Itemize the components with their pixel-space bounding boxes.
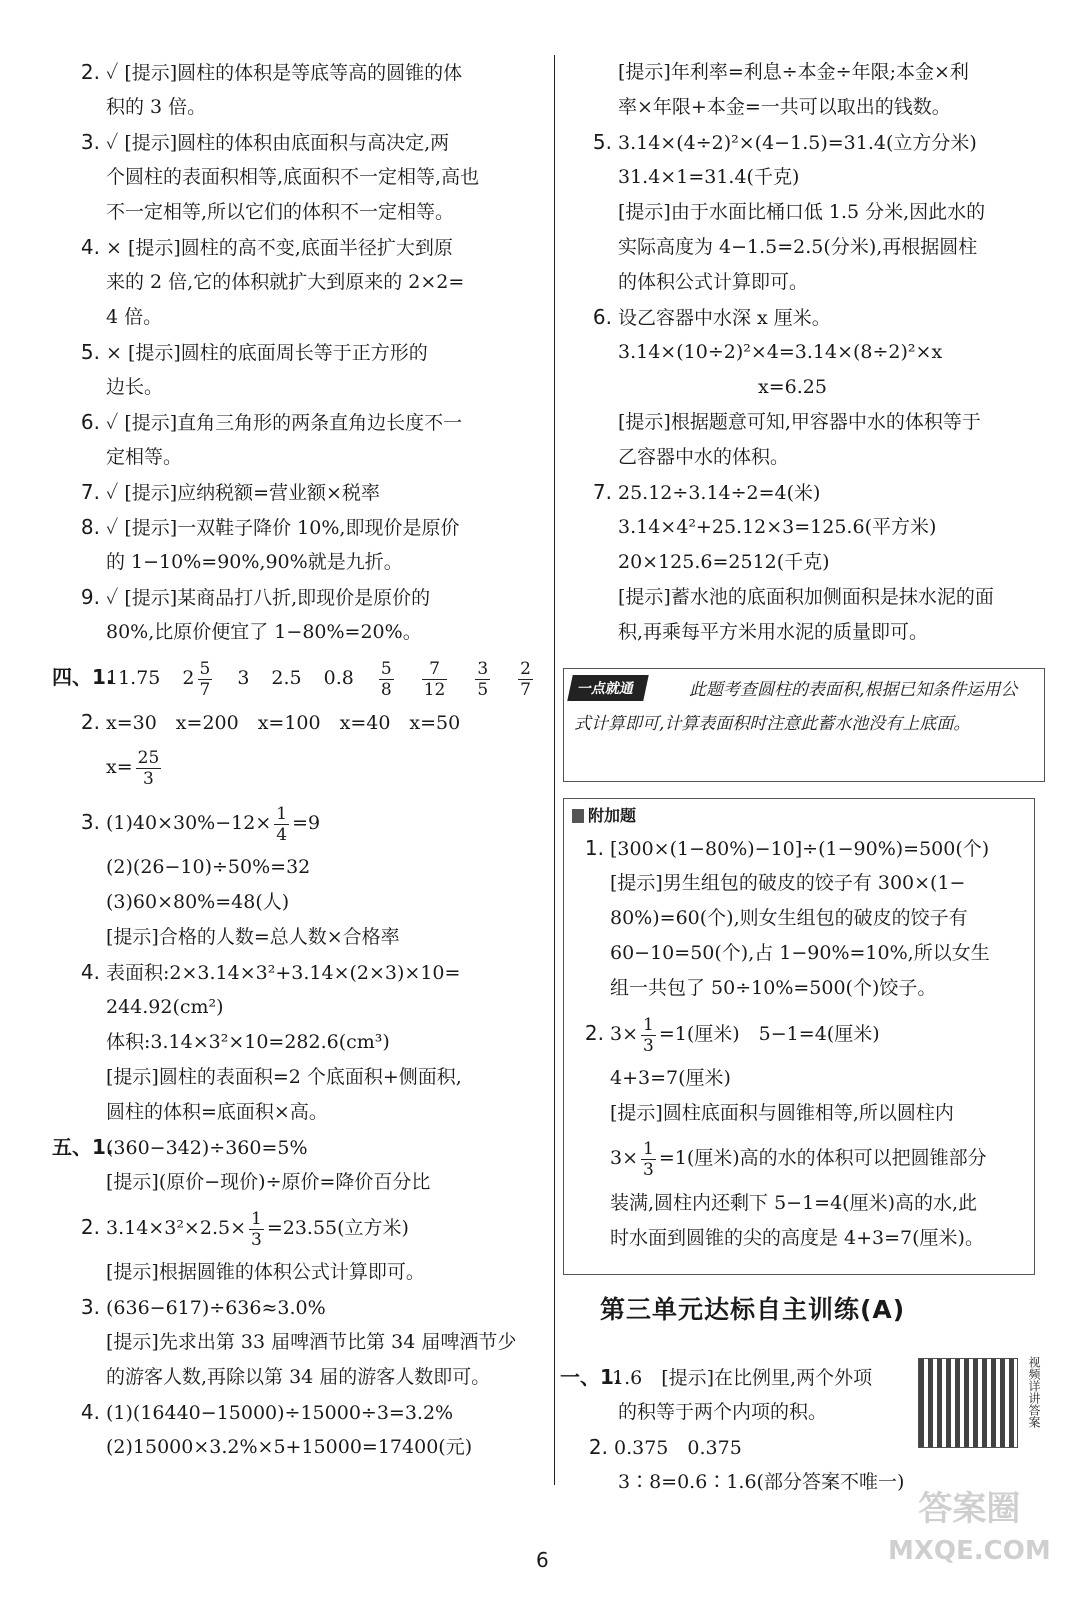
answer-text: [提示]年利率=利息÷本金÷年限;本金×利 [618,61,969,83]
extra-questions-box [563,798,1035,1275]
check-mark: ✓ [106,587,119,609]
answer-text: =1(厘米)高的水的体积可以把圆锥部分 [658,1147,987,1169]
answer-text: 圆柱的体积=底面积×高。 [106,1101,328,1123]
answer-value: 2 [182,667,195,689]
section-label: 四、1. [52,665,114,689]
item-number: 2. [584,1021,604,1045]
answer-text: =1(厘米) 5−1=4(厘米) [658,1023,880,1045]
answer-text: 组一共包了 50÷10%=500(个)饺子。 [610,977,937,999]
answer-text: 60−10=50(个),占 1−90%=10%,所以女生 [610,942,990,964]
answer-text: [提示]先求出第 33 届啤酒节比第 34 届啤酒节少 [106,1331,517,1353]
fraction: $\frac{1}{3}$ [251,1208,262,1250]
answer-text: 定相等。 [106,446,183,468]
answer-text: 率×年限+本金=一共可以取出的钱数。 [618,96,951,118]
answer-text: 3× [610,1147,639,1169]
fraction: $\frac{5}{8}$ [380,658,392,700]
answer-text: (3)60×80%=48(人) [106,891,290,913]
answer-text: [300×(1−80%)−10]÷(1−90%)=500(个) [610,838,990,860]
item-number: 3. [80,130,100,154]
answer-text: [提示](原价−现价)÷原价=降价百分比 [106,1171,431,1193]
answer-text: [提示]男生组包的破皮的饺子有 300×(1− [610,872,966,894]
answer-text: [提示]蓄水池的底面积加侧面积是抹水泥的面 [618,586,994,608]
answer-text: [提示]合格的人数=总人数×合格率 [106,926,400,948]
answer-text: [提示]圆柱底面积与圆锥相等,所以圆柱内 [610,1102,954,1124]
fraction: $\frac{1}{3}$ [643,1014,654,1056]
check-mark: ✓ [106,132,119,154]
answer-text: 边长。 [106,376,164,398]
answer-text: [提示]圆柱的体积由底面积与高决定,两 [124,132,450,154]
square-icon [572,809,584,823]
answer-text: 实际高度为 4−1.5=2.5(分米),再根据圆柱 [618,236,978,258]
answer-text: [提示]圆柱的表面积=2 个底面积+侧面积, [106,1066,462,1088]
answer-text: 31.4×1=31.4(千克) [618,166,800,188]
answer-text: [提示]直角三角形的两条直角边长度不一 [124,412,463,434]
tip-badge: 一点就通 [567,675,649,701]
answer-text: x= [106,756,133,778]
answer-value: 0.8 [323,667,354,689]
answer-text: 的 1−10%=90%,90%就是九折。 [106,551,403,573]
item-number: 4. [80,1400,100,1424]
right-column [572,55,1042,650]
answer-text: (2)(26−10)÷50%=32 [106,856,311,878]
answer-text: 的体积公式计算即可。 [618,271,809,293]
qr-code[interactable] [918,1358,1018,1448]
tip-box [563,668,1045,782]
item-number: 6. [592,305,612,329]
fraction: $\frac{5}{7}$ [199,658,211,700]
answer-text: 3.14×3²×2.5× [106,1217,246,1239]
item-number: 4. [80,235,100,259]
item-number: 3. [80,810,100,834]
answer-text: [提示]由于水面比桶口低 1.5 分米,因此水的 [618,201,986,223]
watermark: 答案圈 MXQE.COM [888,1489,1051,1566]
answer-text: 设乙容器中水深 x 厘米。 [618,307,831,329]
answer-text: 3.14×4²+25.12×3=125.6(平方米) [618,516,937,538]
item-number: 2. [80,60,100,84]
answer-text: [提示]圆柱的底面周长等于正方形的 [127,342,428,364]
answer-value: 11.75 [106,667,161,689]
answer-text: [提示]根据圆锥的体积公式计算即可。 [106,1261,425,1283]
check-mark: ✓ [106,517,119,539]
item-number: 9. [80,585,100,609]
answer-text: 体积:3.14×3²×10=282.6(cm³) [106,1031,390,1053]
fraction: $\frac{3}{5}$ [477,658,489,700]
answer-text: (636−617)÷636≈3.0% [106,1297,326,1319]
answer-text: 装满,圆柱内还剩下 5−1=4(厘米)高的水,此 [610,1192,978,1214]
item-number: 6. [80,410,100,434]
fraction: $\frac{7}{12}$ [423,658,446,700]
item-number: 3. [80,1295,100,1319]
check-mark: ✓ [106,412,119,434]
left-column [52,55,550,1465]
item-number: 2. [80,710,100,734]
answer-text: 0.375 0.375 [614,1437,742,1459]
answer-text: (1)(16440−15000)÷15000÷3=3.2% [106,1402,454,1424]
answer-text: (2)15000×3.2%×5+15000=17400(元) [106,1436,473,1458]
item-number: 7. [80,480,100,504]
answer-text: 积,再乘每平方米用水泥的质量即可。 [618,621,929,643]
item-number: 1. [584,836,604,860]
extra-title: 附加题 [572,803,636,826]
answer-text: 乙容器中水的体积。 [618,446,790,468]
check-mark: ✓ [106,482,119,504]
unit-heading: 第三单元达标自主训练(A) [600,1295,906,1324]
answer-text: 的积等于两个内项的积。 [618,1401,828,1423]
answer-text: 3∶8=0.6∶1.6(部分答案不唯一) [618,1471,905,1493]
fraction: $\frac{1}{3}$ [643,1138,654,1180]
section-label: 五、1. [52,1135,114,1159]
section-label: 一、1. [560,1365,622,1389]
answer-text: 3× [610,1023,639,1045]
answer-text: x=30 x=200 x=100 x=40 x=50 [106,712,461,734]
check-mark: ✓ [106,62,119,84]
answer-text: =23.55(立方米) [266,1217,409,1239]
item-number: 4. [80,960,100,984]
answer-text: x=6.25 [758,376,827,398]
answer-text: 4+3=7(厘米) [610,1067,731,1089]
fraction: $\frac{2}{7}$ [520,658,531,700]
answer-text: 个圆柱的表面积相等,底面积不一定相等,高也 [106,166,480,188]
answer-text: 3.14×(4÷2)²×(4−1.5)=31.4(立方分米) [618,132,977,154]
answer-text: 20×125.6=2512(千克) [618,551,830,573]
item-number: 7. [592,480,612,504]
answer-text: [提示]某商品打八折,即现价是原价的 [124,587,431,609]
column-divider [554,55,555,1485]
answer-text: 的游客人数,再除以第 34 届的游客人数即可。 [106,1366,491,1388]
answer-text: [提示]圆柱的体积是等底等高的圆锥的体 [124,62,463,84]
answer-text: (360−342)÷360=5% [106,1137,308,1159]
item-number: 5. [80,340,100,364]
cross-mark: × [106,342,122,364]
answer-text: [提示]一双鞋子降价 10%,即现价是原价 [124,517,460,539]
answer-text: (1)40×30%−12× [106,812,272,834]
answer-text: [提示]圆柱的高不变,底面半径扩大到原 [127,237,453,259]
answer-text: 来的 2 倍,它的体积就扩大到原来的 2×2= [106,271,465,293]
answer-text: [提示]应纳税额=营业额×税率 [124,482,380,504]
unit-answers [560,1360,920,1500]
answer-text: 4 倍。 [106,306,163,328]
answer-text: 1.6 [提示]在比例里,两个外项 [612,1367,873,1389]
answer-text: =9 [292,812,321,834]
answer-value: 3 [237,667,250,689]
answer-value: 2.5 [271,667,302,689]
answer-text: [提示]根据题意可知,甲容器中水的体积等于 [618,411,981,433]
qr-label: 视频详讲答案 [1027,1356,1041,1428]
item-number: 5. [592,130,612,154]
answer-text: 积的 3 倍。 [106,96,207,118]
answer-text: 时水面到圆锥的尖的高度是 4+3=7(厘米)。 [610,1227,984,1249]
fraction: $\frac{1}{4}$ [276,803,288,845]
cross-mark: × [106,237,122,259]
fraction: $\frac{25}{3}$ [137,747,160,789]
item-number: 2. [588,1435,608,1459]
answer-text: 表面积:2×3.14×3²+3.14×(2×3)×10= [106,962,461,984]
answer-text: 244.92(cm²) [106,996,224,1018]
item-number: 8. [80,515,100,539]
page-number: 6 [536,1548,549,1572]
answer-text: 3.14×(10÷2)²×4=3.14×(8÷2)²×x [618,341,943,363]
answer-text: 25.12÷3.14÷2=4(米) [618,482,821,504]
answer-text: 不一定相等,所以它们的体积不一定相等。 [106,201,455,223]
answer-text: 80%)=60(个),则女生组包的破皮的饺子有 [610,907,968,929]
item-number: 2. [80,1215,100,1239]
tip-text: 此题考查圆柱的表面积,根据已知条件运用公式计算即可,计算表面积时注意此蓄水池没有上底面。 [574,680,1018,734]
answer-text: 80%,比原价便宜了 1−80%=20%。 [106,621,422,643]
